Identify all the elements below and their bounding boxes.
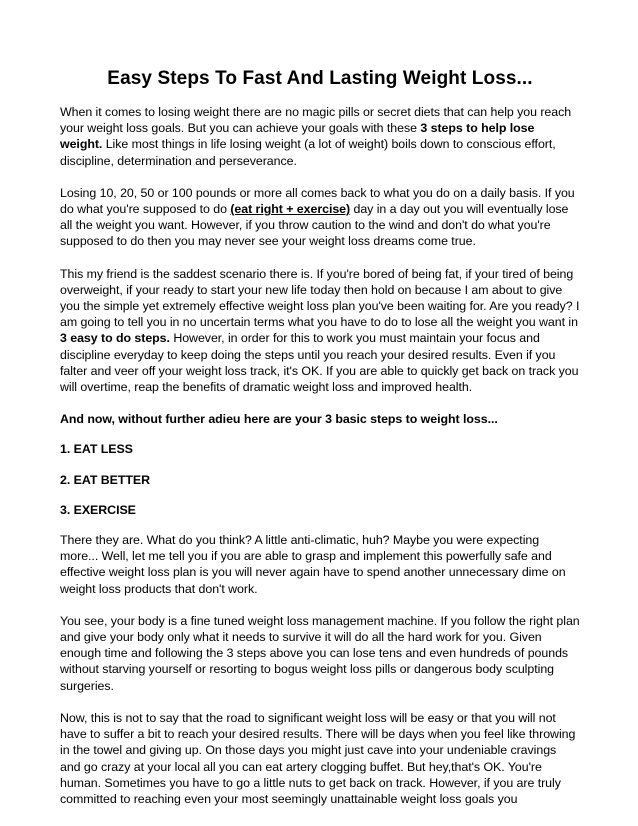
paragraph-saddest-scenario (60, 266, 580, 396)
paragraph-intro-text-c: Like most things in life losing weight (a lot of weight) boils down to conscious effort, discipline, determination and perseverance. (60, 137, 556, 168)
step-item-1: 1. EAT LESS (60, 442, 133, 457)
paragraph-there-they-are: There they are. What do you think? A little anti-climatic, huh? Maybe you were expecting more... Well, let me tell you if you are able to grasp and implement this powerfully safe and effective weight loss plan is you will never again have to spend another unnecessary dime on weight loss products that don't work. (60, 533, 566, 596)
document-page (60, 68, 580, 823)
paragraph-saddest-scenario-text-c: However, in order for this to work you must maintain your focus and discipline everyday to keep doing the steps until you reach your desired results. Even if you falter and veer off your weight loss track, it's OK. If you are able to quickly get back on track you will overtime, reap the benefits of dramatic weight loss and improved health. (60, 331, 579, 395)
step-item-3: 3. EXERCISE (60, 502, 136, 517)
paragraph-saddest-scenario-text-a: This my friend is the saddest scenario there is. If you're bored of being fat, if your tired of being overweight, if your ready to start your new life today then hold on because I am about to give you the simple yet extremely effective weight loss plan you've been waiting for. Are you ready? I am going to tell you in no uncertain terms what you have to do to lose all the weight you want in (60, 266, 580, 330)
paragraph-intro-text-a: When it comes to losing weight there are no magic pills or secret diets that can help you reach your weight loss goals. But you can achieve your goals with these (60, 105, 572, 136)
paragraph-daily-basis-text-c: day in a day out you will eventually lose all the weight you want. However, if you throw caution to the wind and don't do what you're supposed to do then you may never see your weight loss dreams come true. (60, 202, 569, 249)
eat-right-exercise-emphasis: (eat right + exercise) (230, 202, 351, 217)
paragraph-intro-emphasis: 3 steps to help lose weight. (60, 121, 535, 152)
page-title: Easy Steps To Fast And Lasting Weight Loss... (107, 68, 533, 89)
paragraph-road-to-weight-loss: Now, this is not to say that the road to significant weight loss will be easy or that you will not have to suffer a bit to reach your desired results. There will be days when you feel like throwing in the towel and giving up. On those days you might just cave into your undeniable cravings and go crazy at your local all you can eat artery clogging buffet. But hey,that's OK. You're human. Sometimes you have to go a little nuts to get back on track. However, if you are truly committed to reaching even your most seemingly unattainable weight loss goals you (60, 710, 576, 806)
paragraph-daily-basis (60, 185, 580, 250)
paragraph-body-machine: You see, your body is a fine tuned weight loss management machine. If you follow the right plan and give your body only what it needs to survive it will do all the hard work for you. Given enough time and following the 3 steps above you can lose tens and even hundreds of pounds without starving yourself or resorting to bogus weight loss pills or dangerous body sculpting surgeries. (60, 613, 580, 693)
step-item-2: 2. EAT BETTER (60, 472, 150, 487)
steps-intro-heading: And now, without further adieu here are your 3 basic steps to weight loss... (60, 412, 498, 427)
paragraph-daily-basis-text-a: Losing 10, 20, 50 or 100 pounds or more all comes back to what you do on a daily basis. If you do what you're supposed to do (60, 185, 575, 217)
paragraph-intro (60, 104, 580, 169)
easy-steps-emphasis: 3 easy to do steps. (60, 331, 170, 346)
